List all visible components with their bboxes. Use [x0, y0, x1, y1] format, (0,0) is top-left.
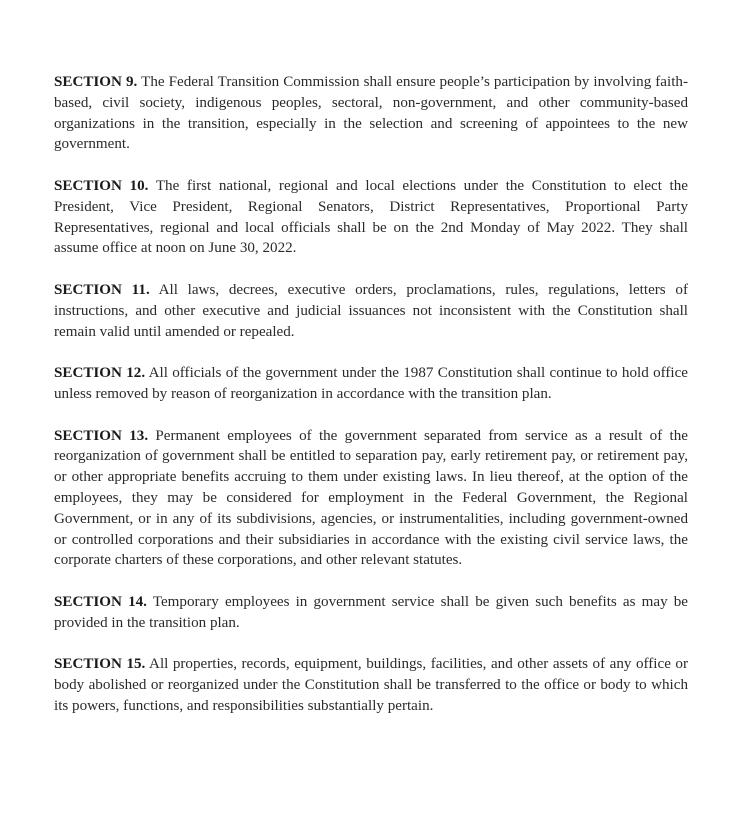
section-body: The first national, regional and local elections under the Constitution to elect the President, Vice President, Regional Senators, District Representatives, Proportional Party Representatives, regional and local officials shall be on the 2nd Monday of May 2022. They shall assume office at noon on June 30, 2022. — [54, 177, 688, 257]
section-heading: SECTION 15. — [54, 656, 146, 673]
section-13 — [54, 426, 688, 572]
section-heading: SECTION 13. — [54, 427, 149, 444]
document-page — [54, 72, 688, 738]
section-heading: SECTION 9. — [54, 74, 138, 90]
section-9 — [54, 72, 688, 155]
section-12 — [54, 363, 688, 405]
section-heading: SECTION 14. — [54, 593, 147, 610]
section-10 — [54, 176, 688, 259]
section-heading: SECTION 12. — [54, 365, 146, 382]
section-body: All officials of the government under the 1987 Constitution shall continue to hold office unless removed by reason of reorganization in accordance with the transition plan. — [54, 365, 688, 402]
section-14 — [54, 592, 688, 634]
section-body: All laws, decrees, executive orders, proclamations, rules, regulations, letters of instructions, and other executive and judicial issuances not inconsistent with the Constitution shall remain valid until amended or repealed. — [54, 281, 688, 340]
section-heading: SECTION 10. — [54, 177, 149, 194]
section-body: Temporary employees in government service shall be given such benefits as may be provided in the transition plan. — [54, 593, 688, 631]
section-body: The Federal Transition Commission shall ensure people’s participation by involving faith-based, civil society, indigenous peoples, sectoral, non-government, and other community-based organizations in the transition, especially in the selection and screening of appointees to the new government. — [54, 74, 688, 153]
section-15 — [54, 654, 688, 716]
section-heading: SECTION 11. — [54, 281, 150, 298]
section-body: All properties, records, equipment, buildings, facilities, and other assets of any office or body abolished or reorganized under the Constitution shall be transferred to the office or body to which its powers, functions, and responsibilities substantially pertain. — [54, 656, 688, 714]
section-11 — [54, 280, 688, 342]
section-body: Permanent employees of the government separated from service as a result of the reorganization of government shall be entitled to separation pay, early retirement pay, or retirement pay, or other appropriate benefits accruing to them under existing laws. In lieu thereof, at the option of the employees, they may be considered for employment in the Federal Government, the Regional Government, or in any of its subdivisions, agencies, or instrumentalities, including government-owned or controlled corporations and their subsidiaries in accordance with the existing civil service laws, the corporate charters of these corporations, and other relevant statutes. — [54, 427, 688, 569]
